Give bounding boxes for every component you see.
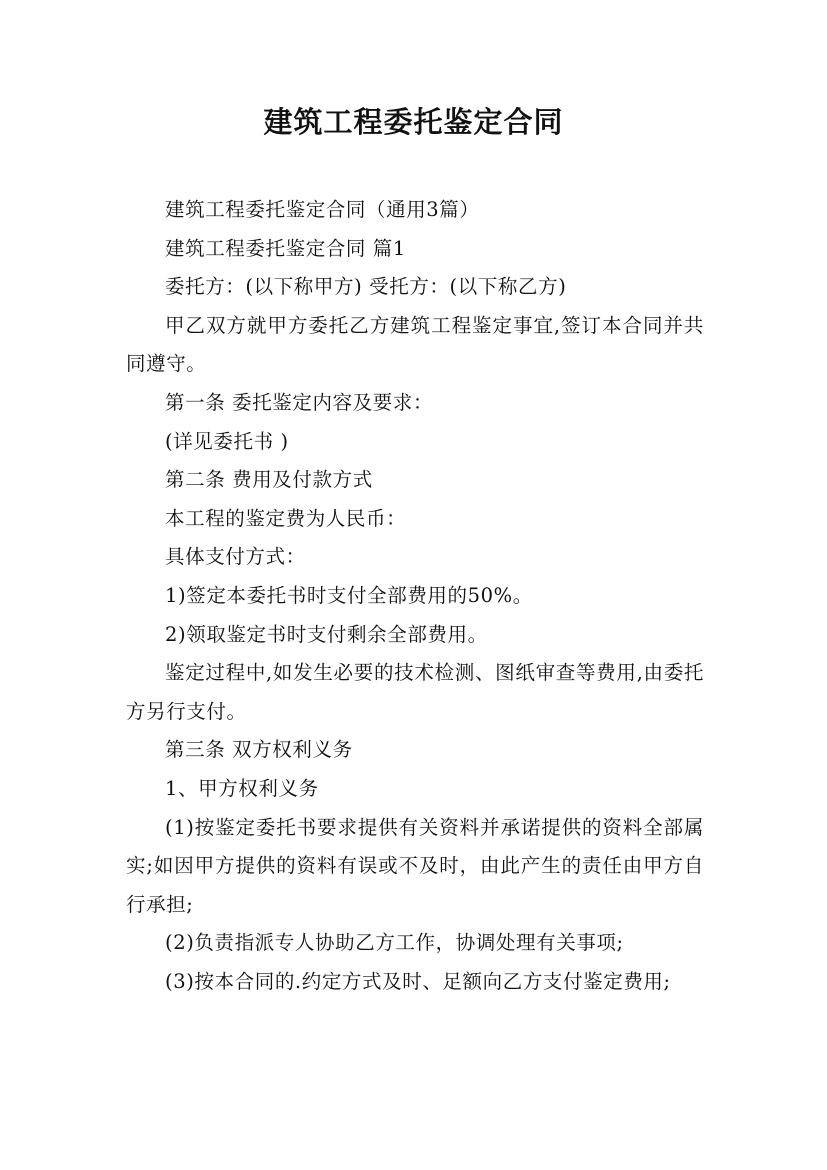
document-title: 建筑工程委托鉴定合同 — [263, 105, 564, 139]
paragraph-payment-1: 1)签定本委托书时支付全部费用的50%。 — [165, 583, 533, 607]
paragraph-payment-2: 2)领取鉴定书时支付剩余全部费用。 — [165, 622, 488, 646]
paragraph-party-a-2: (2)负责指派专人协助乙方工作，协调处理有关事项; — [165, 931, 624, 955]
paragraph-preamble: 甲乙双方就甲方委托乙方建筑工程鉴定事宜,签订本合同并共同遵守。 — [126, 313, 704, 376]
paragraph-article-1: 第一条 委托鉴定内容及要求： — [165, 390, 434, 414]
paragraph-party-a-3: (3)按本合同的.约定方式及时、足额向乙方支付鉴定费用; — [165, 969, 671, 993]
paragraph-part-heading: 建筑工程委托鉴定合同 篇1 — [165, 236, 406, 260]
paragraph-party-a-heading: 1、甲方权利义务 — [165, 776, 319, 800]
paragraph-payment-method: 具体支付方式： — [165, 545, 306, 569]
paragraph-party-a-1: (1)按鉴定委托书要求提供有关资料并承诺提供的资料全部属实;如因甲方提供的资料有误或不及时，由此产生的责任由甲方自行承担; — [126, 815, 704, 916]
paragraph-article-2: 第二条 费用及付款方式 — [165, 468, 373, 492]
paragraph-subtitle: 建筑工程委托鉴定合同（通用3篇） — [165, 198, 480, 221]
paragraph-parties: 委托方：(以下称甲方) 受托方：(以下称乙方) — [165, 275, 567, 299]
document-body — [126, 191, 704, 1001]
paragraph-see-entrustment: (详见委托书 ) — [165, 429, 289, 453]
paragraph-fee: 本工程的鉴定费为人民币： — [165, 506, 407, 530]
paragraph-article-3: 第三条 双方权利义务 — [165, 738, 353, 762]
paragraph-extra-costs: 鉴定过程中,如发生必要的技术检测、图纸审查等费用,由委托方另行支付。 — [126, 661, 704, 723]
